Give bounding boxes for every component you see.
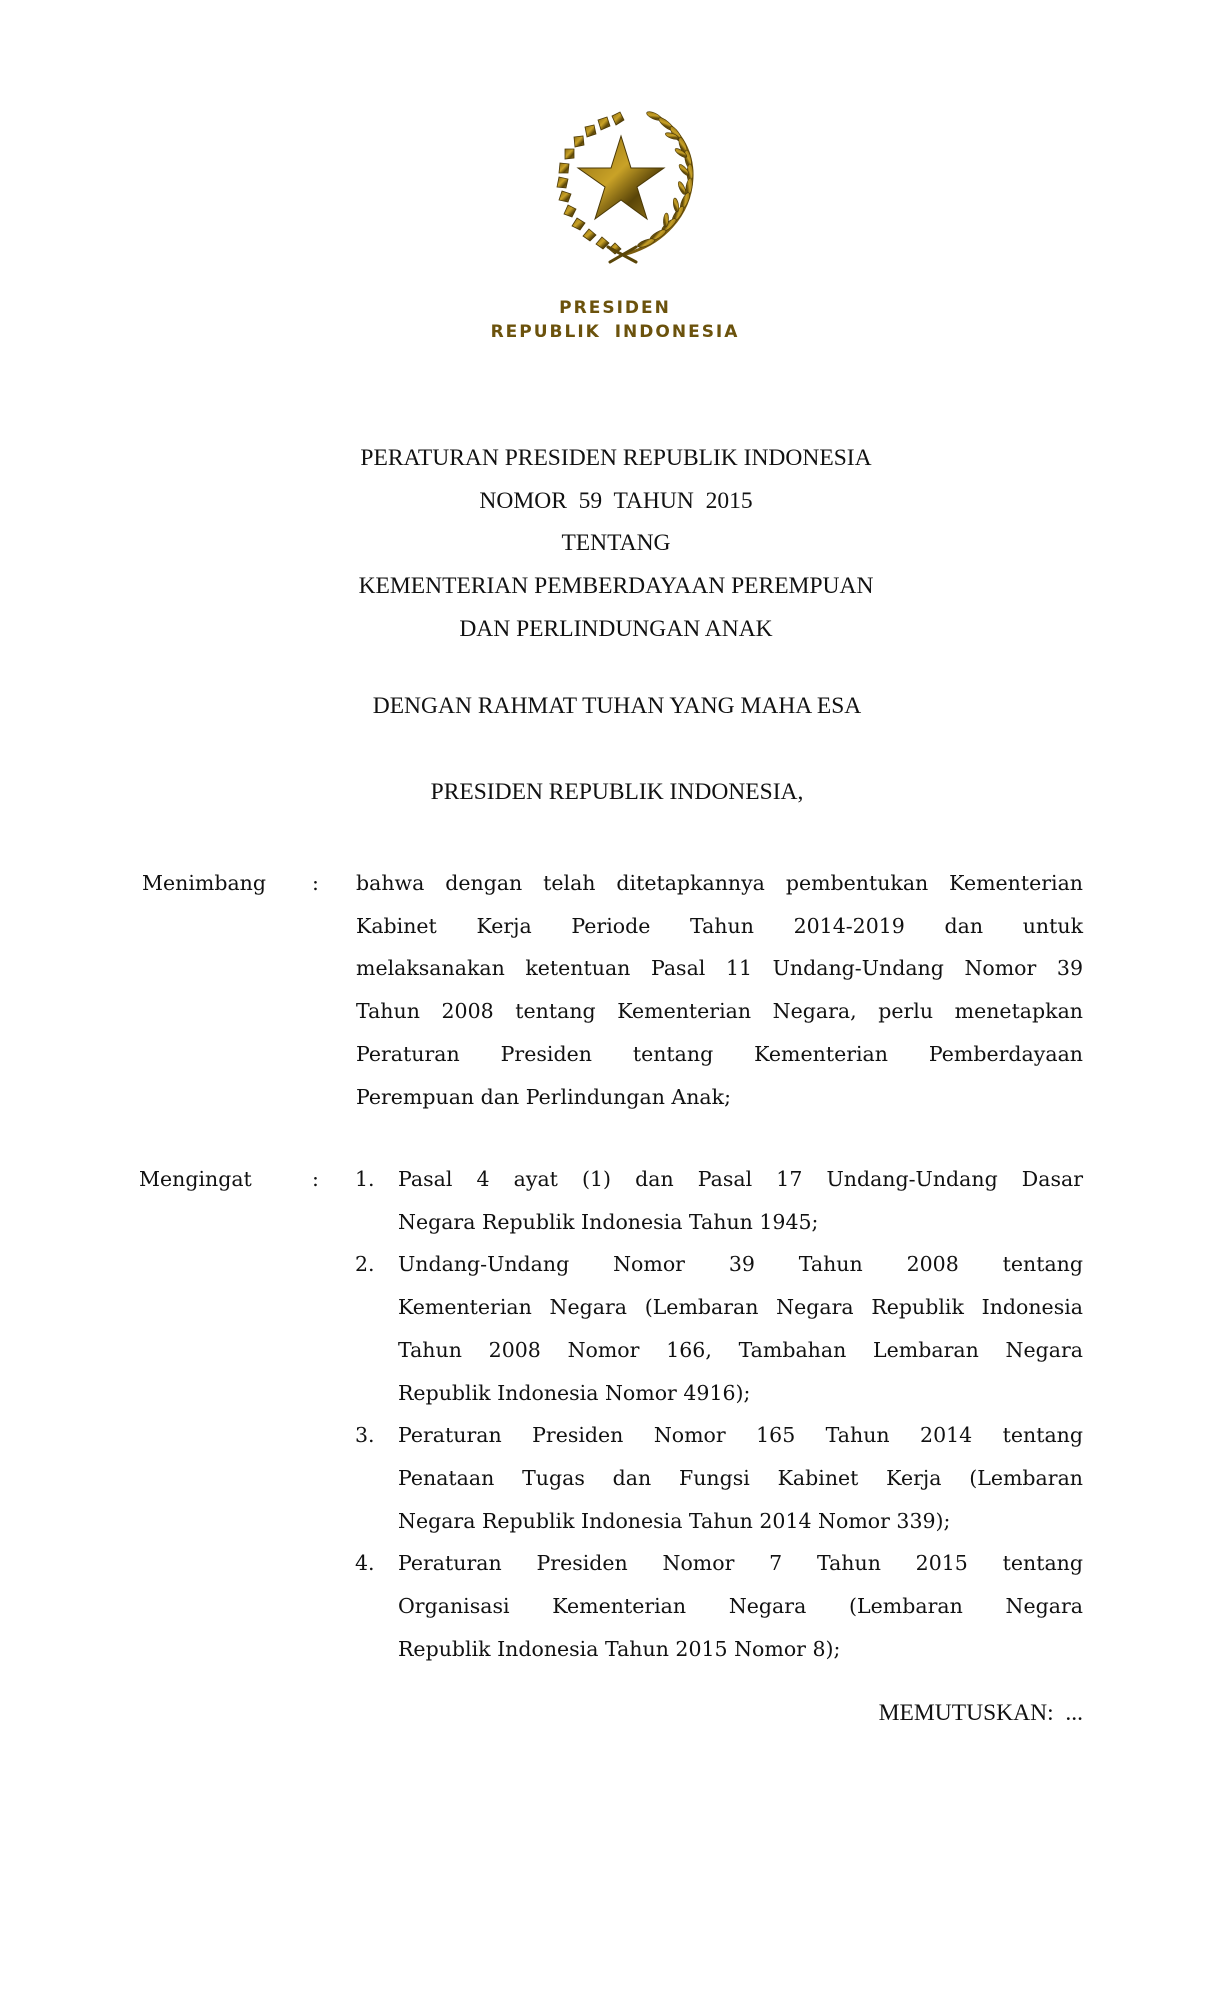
title-line-subject-2: DAN PERLINDUNGAN ANAK	[459, 615, 773, 642]
item-line: Peraturan Presiden Nomor 7 Tahun 2015 tentang	[398, 1551, 1083, 1576]
item-number: 4.	[355, 1551, 375, 1576]
letterhead-president: PRESIDEN	[559, 298, 671, 318]
item-number: 3.	[355, 1423, 375, 1448]
menimbang-line: Kabinet Kerja Periode Tahun 2014-2019 dan untuk	[356, 913, 1083, 938]
enactor: PRESIDEN REPUBLIK INDONESIA,	[430, 779, 804, 805]
menimbang-line: Peraturan Presiden tentang Kementerian Pemberdayaan	[356, 1041, 1083, 1066]
mengingat-item-3	[355, 1414, 1083, 1542]
item-line: Pasal 4 ayat (1) dan Pasal 17 Undang-Undang Dasar	[398, 1167, 1083, 1191]
regulation-title	[0, 437, 1224, 651]
menimbang-line: melaksanakan ketentuan Pasal 11 Undang-Undang Nomor 39	[356, 956, 1083, 981]
item-number: 2.	[355, 1252, 375, 1277]
item-line: Organisasi Kementerian Negara (Lembaran Negara	[398, 1594, 1083, 1619]
menimbang-line: Perempuan dan Perlindungan Anak;	[356, 1084, 731, 1109]
item-number: 1.	[355, 1167, 375, 1191]
item-line: Undang-Undang Nomor 39 Tahun 2008 tentang	[398, 1252, 1083, 1277]
section-colon: :	[312, 1167, 319, 1191]
item-line: Kementerian Negara (Lembaran Negara Republik Indonesia	[398, 1295, 1083, 1320]
mengingat-list	[355, 1158, 1083, 1670]
mengingat-item-2	[355, 1243, 1083, 1414]
mengingat-item-4	[355, 1542, 1083, 1670]
item-line: Republik Indonesia Nomor 4916);	[398, 1380, 751, 1405]
continuation-marker: MEMUTUSKAN: ...	[878, 1700, 1083, 1726]
title-line-regulation-type: PERATURAN PRESIDEN REPUBLIK INDONESIA	[360, 445, 872, 471]
item-line: Tahun 2008 Nomor 166, Tambahan Lembaran Negara	[398, 1337, 1083, 1362]
section-colon: :	[312, 871, 319, 895]
star-icon	[578, 136, 664, 219]
item-line: Peraturan Presiden Nomor 165 Tahun 2014 tentang	[398, 1423, 1083, 1448]
title-line-about: TENTANG	[561, 530, 671, 557]
letterhead-republic: REPUBLIK INDONESIA	[490, 322, 740, 342]
title-line-number-year: NOMOR 59 TAHUN 2015	[479, 487, 753, 514]
mengingat-item-1	[355, 1158, 1083, 1243]
invocation: DENGAN RAHMAT TUHAN YANG MAHA ESA	[372, 693, 862, 719]
title-line-subject-1: KEMENTERIAN PEMBERDAYAAN PEREMPUAN	[358, 573, 874, 600]
item-line: Penataan Tugas dan Fungsi Kabinet Kerja (Lembaran	[398, 1465, 1083, 1490]
menimbang-line: Tahun 2008 tentang Kementerian Negara, perlu menetapkan	[356, 999, 1083, 1024]
menimbang-line: bahwa dengan telah ditetapkannya pembentukan Kementerian	[356, 871, 1083, 895]
presidential-seal-icon	[542, 106, 702, 266]
item-line: Negara Republik Indonesia Tahun 2014 Nomor 339);	[398, 1508, 951, 1533]
item-line: Republik Indonesia Tahun 2015 Nomor 8);	[398, 1636, 841, 1661]
menimbang-body	[356, 862, 1083, 1118]
item-line: Negara Republik Indonesia Tahun 1945;	[398, 1209, 819, 1234]
section-label-mengingat: Mengingat	[139, 1167, 252, 1191]
section-label-menimbang: Menimbang	[142, 871, 266, 895]
